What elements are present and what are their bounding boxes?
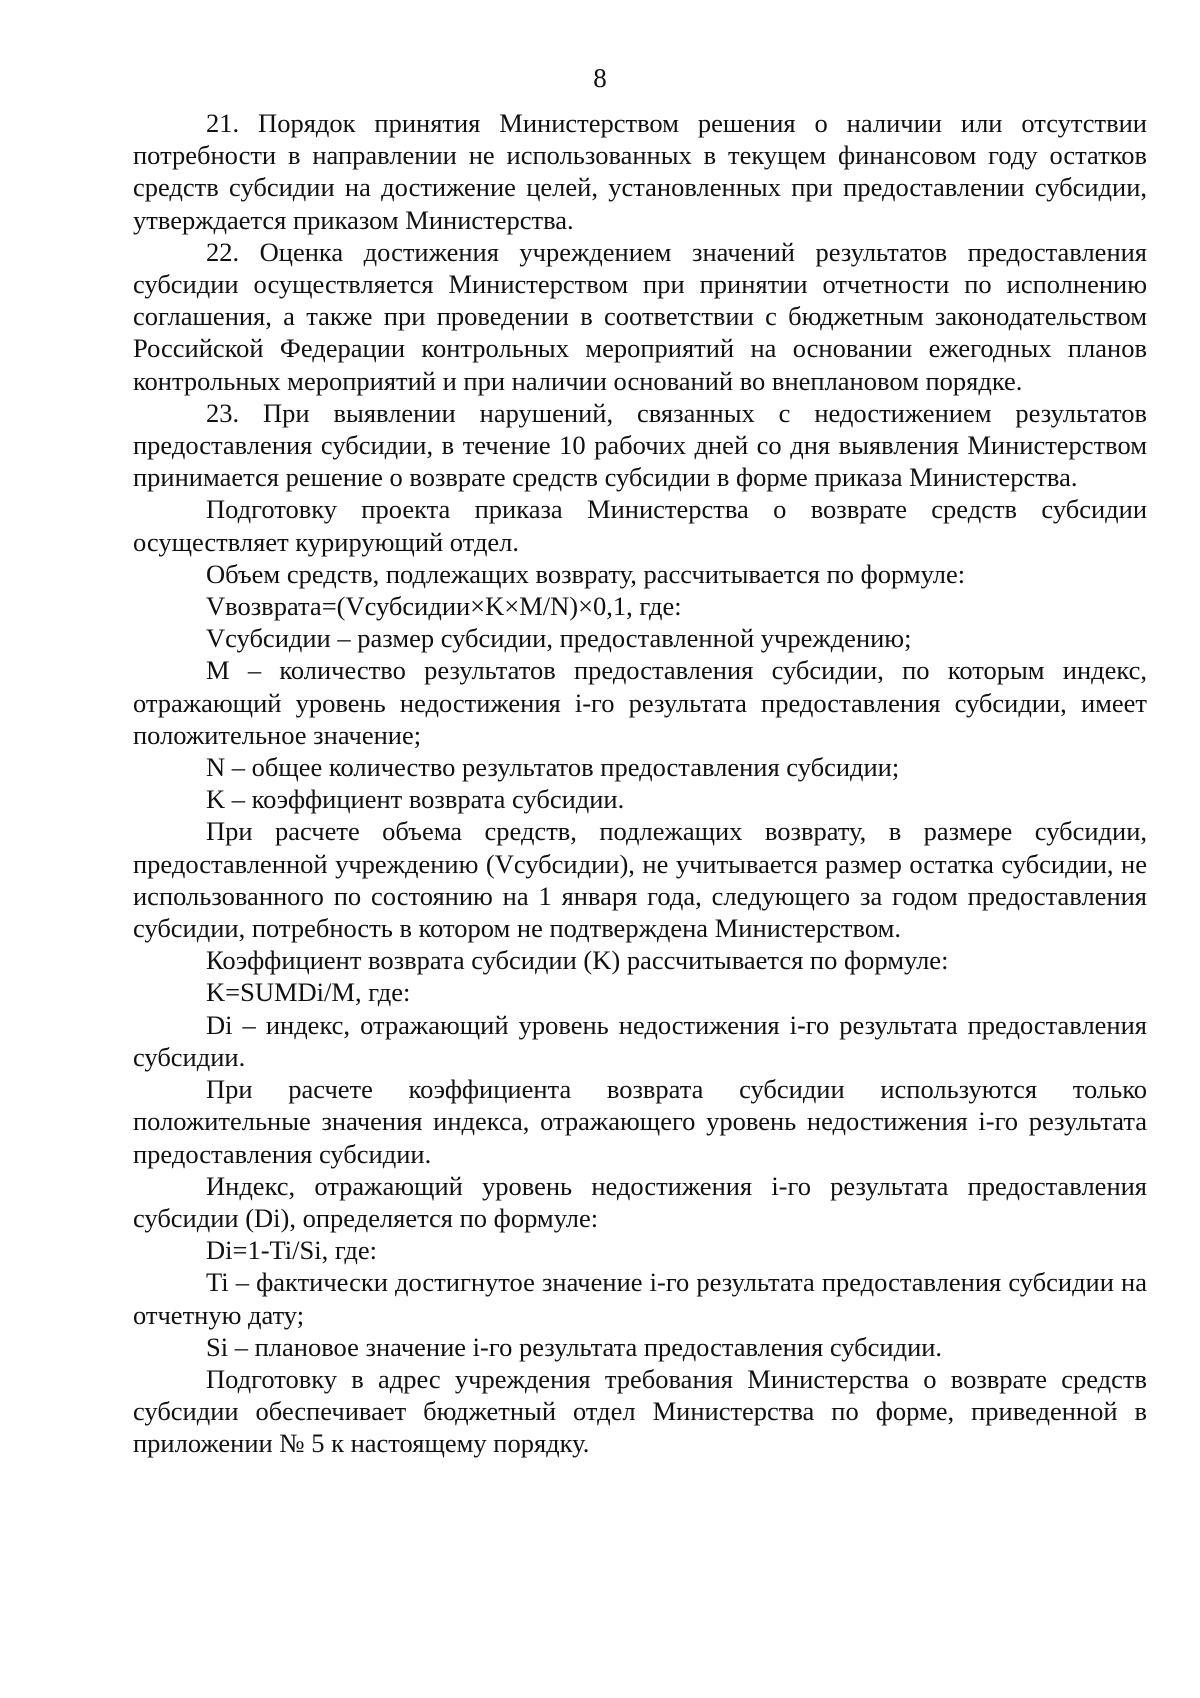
definition-n: N – общее количество результатов предоставления субсидии; <box>206 752 900 783</box>
paragraph-k-intro: Коэффициент возврата субсидии (K) рассчитывается по формуле: <box>206 945 949 976</box>
paragraph-requirement-preparation: Подготовку в адрес учреждения требования Министерства о возврате средств субсидии обеспечивает бюджетный отдел Министерства по форме, приведенной в приложении № 5 к настоящему порядку. <box>133 1363 1147 1459</box>
formula-di: Di=1-Ti/Si, где: <box>206 1235 378 1266</box>
page-number: 8 <box>593 63 607 93</box>
paragraph-di-intro: Индекс, отражающий уровень недостижения i-го результата предоставления субсидии (Di), определяется по формуле: <box>133 1170 1147 1233</box>
definition-di: Di – индекс, отражающий уровень недостижения i-го результата предоставления субсидии. <box>133 1009 1147 1072</box>
document-body <box>133 107 1147 1460</box>
definition-v-subsidy: Vсубсидии – размер субсидии, предоставленной учреждению; <box>206 623 912 654</box>
paragraph-21: 21. Порядок принятия Министерством решения о наличии или отсутствии потребности в направлении не использованных в текущем финансовом году остатков средств субсидии на достижение целей, установленных при предоставлении субсидии, утверждается приказом Министерства. <box>133 108 1147 235</box>
formula-k: K=SUMDi/M, где: <box>206 977 411 1008</box>
paragraph-23: 23. При выявлении нарушений, связанных с недостижением результатов предоставления субсидии, в течение 10 рабочих дней со дня выявления Министерством принимается решение о возврате средств субсидии в форме приказа Министерства. <box>133 397 1147 493</box>
definition-si: Si – плановое значение i-го результата предоставления субсидии. <box>206 1331 943 1362</box>
definition-ti: Ti – фактически достигнутое значение i-го результата предоставления субсидии на отчетную дату; <box>133 1267 1147 1330</box>
paragraph-positive-values: При расчете коэффициента возврата субсидии используются только положительные значения индекса, отражающего уровень недостижения i-го результата предоставления субсидии. <box>133 1074 1147 1169</box>
paragraph-refund-volume-intro: Объем средств, подлежащих возврату, рассчитывается по формуле: <box>206 558 966 589</box>
paragraph-22: 22. Оценка достижения учреждением значений результатов предоставления субсидии осуществляется Министерством при принятии отчетности по исполнению соглашения, а также при проведении в соответствии с бюджетным законодательством Российской Федерации контрольных мероприятий на основании ежегодных планов контрольных мероприятий и при наличии оснований во внеплановом порядке. <box>133 236 1147 396</box>
paragraph-calculation-note: При расчете объема средств, подлежащих возврату, в размере субсидии, предоставленной учреждению (Vсубсидии), не учитывается размер остатка субсидии, не использованного по состоянию на 1 января года, следующего за годом предоставления субсидии, потребность в котором не подтверждена Министерством. <box>133 816 1147 944</box>
definition-k: K – коэффициент возврата субсидии. <box>206 784 625 815</box>
definition-m: M – количество результатов предоставления субсидии, по которым индекс, отражающий уровень недостижения i-го результата предоставления субсидии, имеет положительное значение; <box>133 655 1147 750</box>
paragraph-order-preparation: Подготовку проекта приказа Министерства о возврате средств субсидии осуществляет курирующий отдел. <box>133 494 1147 557</box>
formula-refund-volume: Vвозврата=(Vсубсидии×K×M/N)×0,1, где: <box>206 591 682 622</box>
